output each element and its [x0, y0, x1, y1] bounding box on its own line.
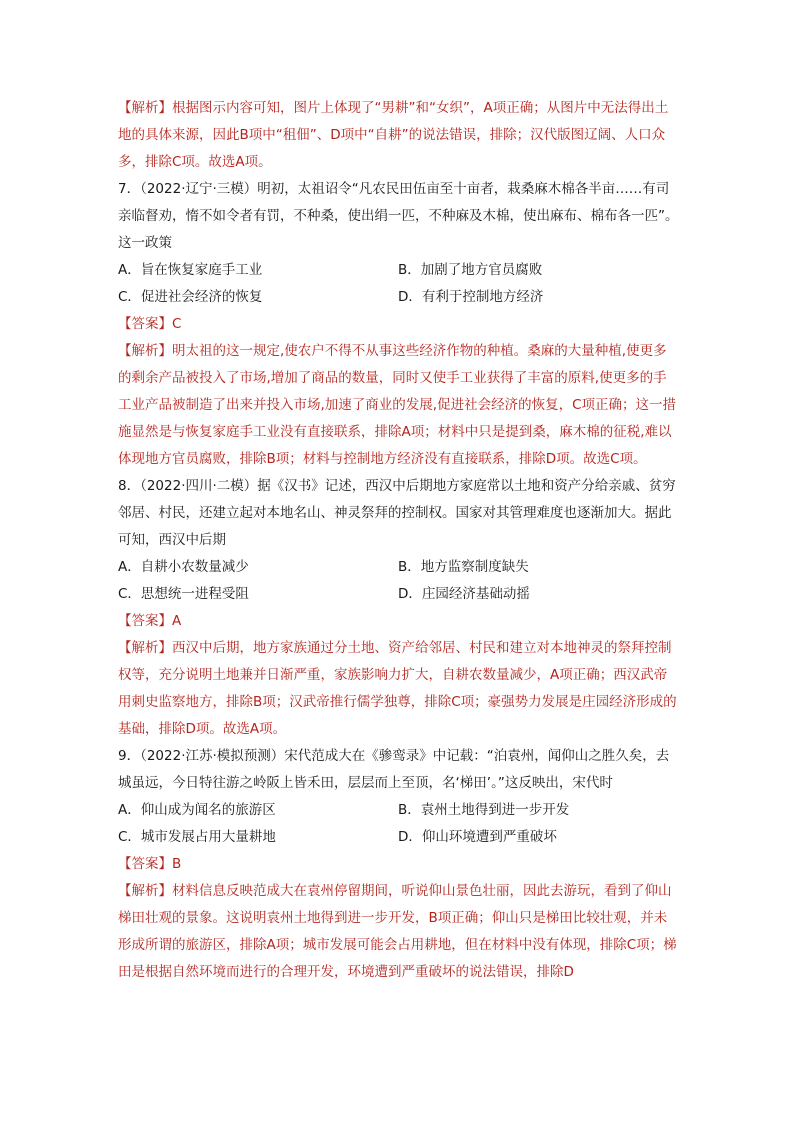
- question-9-options: [118, 797, 680, 851]
- question-8: 8．（2022·四川·二模）据《汉书》记述，西汉中后期地方家庭常以土地和资产分给亲戚、贫穷邻居、村民，还建立起对本地名山、神灵祭拜的控制权。国家对其管理难度也逐渐加大。据此可知，西汉中后期: [118, 478, 676, 548]
- question-9: 9．（2022·江苏·模拟预测）宋代范成大在《骖鸾录》中记载：“泊袁州，闻仰山之胜久矣，去城虽远，今日特往游之岭阪上皆禾田，层层而上至顶，名‘梯田’。”这反映出，宋代时: [118, 748, 670, 791]
- option-b: B．地方监察制度缺失: [398, 559, 529, 575]
- analysis-tag: 【解析】: [118, 883, 172, 899]
- analysis-text: 根据图示内容可知，图片上体现了“男耕”和“女织”，A项正确；从图片中无法得出土地的具体来源，因此B项中“租佃”、D项中“自耕”的说法错误，排除；汉代版图辽阔、人口众多，排除C项。故选A项。: [118, 100, 669, 170]
- analysis-text: 明太祖的这一规定,使农户不得不从事这些经济作物的种植。桑麻的大量种植,使更多的剩余产品被投入了市场,增加了商品的数量，同时又使手工业获得了丰富的原料,使更多的手工业产品被制造了出来并投入市场,加速了商业的发展,促进社会经济的恢复，C项正确；这一措施显然是与恢复家庭手工业没有直接联系，排除A项；材料中只是提到桑，麻木棉的征税,难以体现地方官员腐败，排除B项；材料与控制地方经济没有直接联系，排除D项。故选C项。: [118, 343, 677, 467]
- analysis-tag: 【解析】: [118, 100, 172, 116]
- option-a: A．仰山成为闻名的旅游区: [118, 802, 276, 818]
- question-7-options: [118, 257, 680, 311]
- option-b: B．加剧了地方官员腐败: [398, 262, 543, 278]
- analysis-tag: 【解析】: [118, 343, 172, 359]
- option-c: C．思想统一进程受阻: [118, 586, 249, 602]
- answer-block: [118, 311, 680, 338]
- answer-tag: 【答案】: [118, 316, 172, 332]
- answer-text: C: [172, 316, 182, 332]
- analysis-block: [118, 635, 680, 743]
- analysis-block: [118, 95, 680, 176]
- option-a: A．旨在恢复家庭手工业: [118, 262, 263, 278]
- option-d: D．有利于控制地方经济: [398, 289, 544, 305]
- option-d: D．仰山环境遭到严重破坏: [398, 829, 557, 845]
- answer-text: A: [172, 613, 182, 629]
- option-c: C．城市发展占用大量耕地: [118, 829, 276, 845]
- option-a: A．自耕小农数量减少: [118, 559, 249, 575]
- answer-text: B: [172, 856, 182, 872]
- answer-tag: 【答案】: [118, 613, 172, 629]
- answer-tag: 【答案】: [118, 856, 172, 872]
- analysis-block: [118, 878, 680, 986]
- analysis-block: [118, 338, 680, 473]
- analysis-text: 西汉中后期，地方家族通过分土地、资产给邻居、村民和建立对本地神灵的祭拜控制权等，充分说明土地兼并日渐严重，家族影响力扩大，自耕农数量减少，A项正确；西汉武帝用刺史监察地方，排除B项；汉武帝推行儒学独尊，排除C项；豪强势力发展是庄园经济形成的基础，排除D项。故选A项。: [118, 640, 677, 737]
- option-d: D．庄园经济基础动摇: [398, 586, 530, 602]
- analysis-tag: 【解析】: [118, 640, 172, 656]
- document-content: [118, 95, 680, 986]
- question-8-options: [118, 554, 680, 608]
- question-7: 7．（2022·辽宁·三模）明初，太祖诏令“凡农民田伍亩至十亩者，栽桑麻木棉各半亩……有司亲临督劝，惰不如令者有罚，不种桑，使出绢一匹，不种麻及木棉，使出麻布、棉布各一匹”。这一政策: [118, 181, 679, 251]
- analysis-text: 材料信息反映范成大在袁州停留期间，听说仰山景色壮丽，因此去游玩，看到了仰山梯田壮观的景象。这说明袁州土地得到进一步开发，B项正确；仰山只是梯田比较壮观，并未形成所谓的旅游区，排除A项；城市发展可能会占用耕地，但在材料中没有体现，排除C项；梯田是根据自然环境而进行的合理开发，环境遭到严重破坏的说法错误，排除D: [118, 883, 677, 980]
- answer-block: [118, 608, 680, 635]
- answer-block: [118, 851, 680, 878]
- option-b: B．袁州土地得到进一步开发: [398, 802, 570, 818]
- option-c: C．促进社会经济的恢复: [118, 289, 263, 305]
